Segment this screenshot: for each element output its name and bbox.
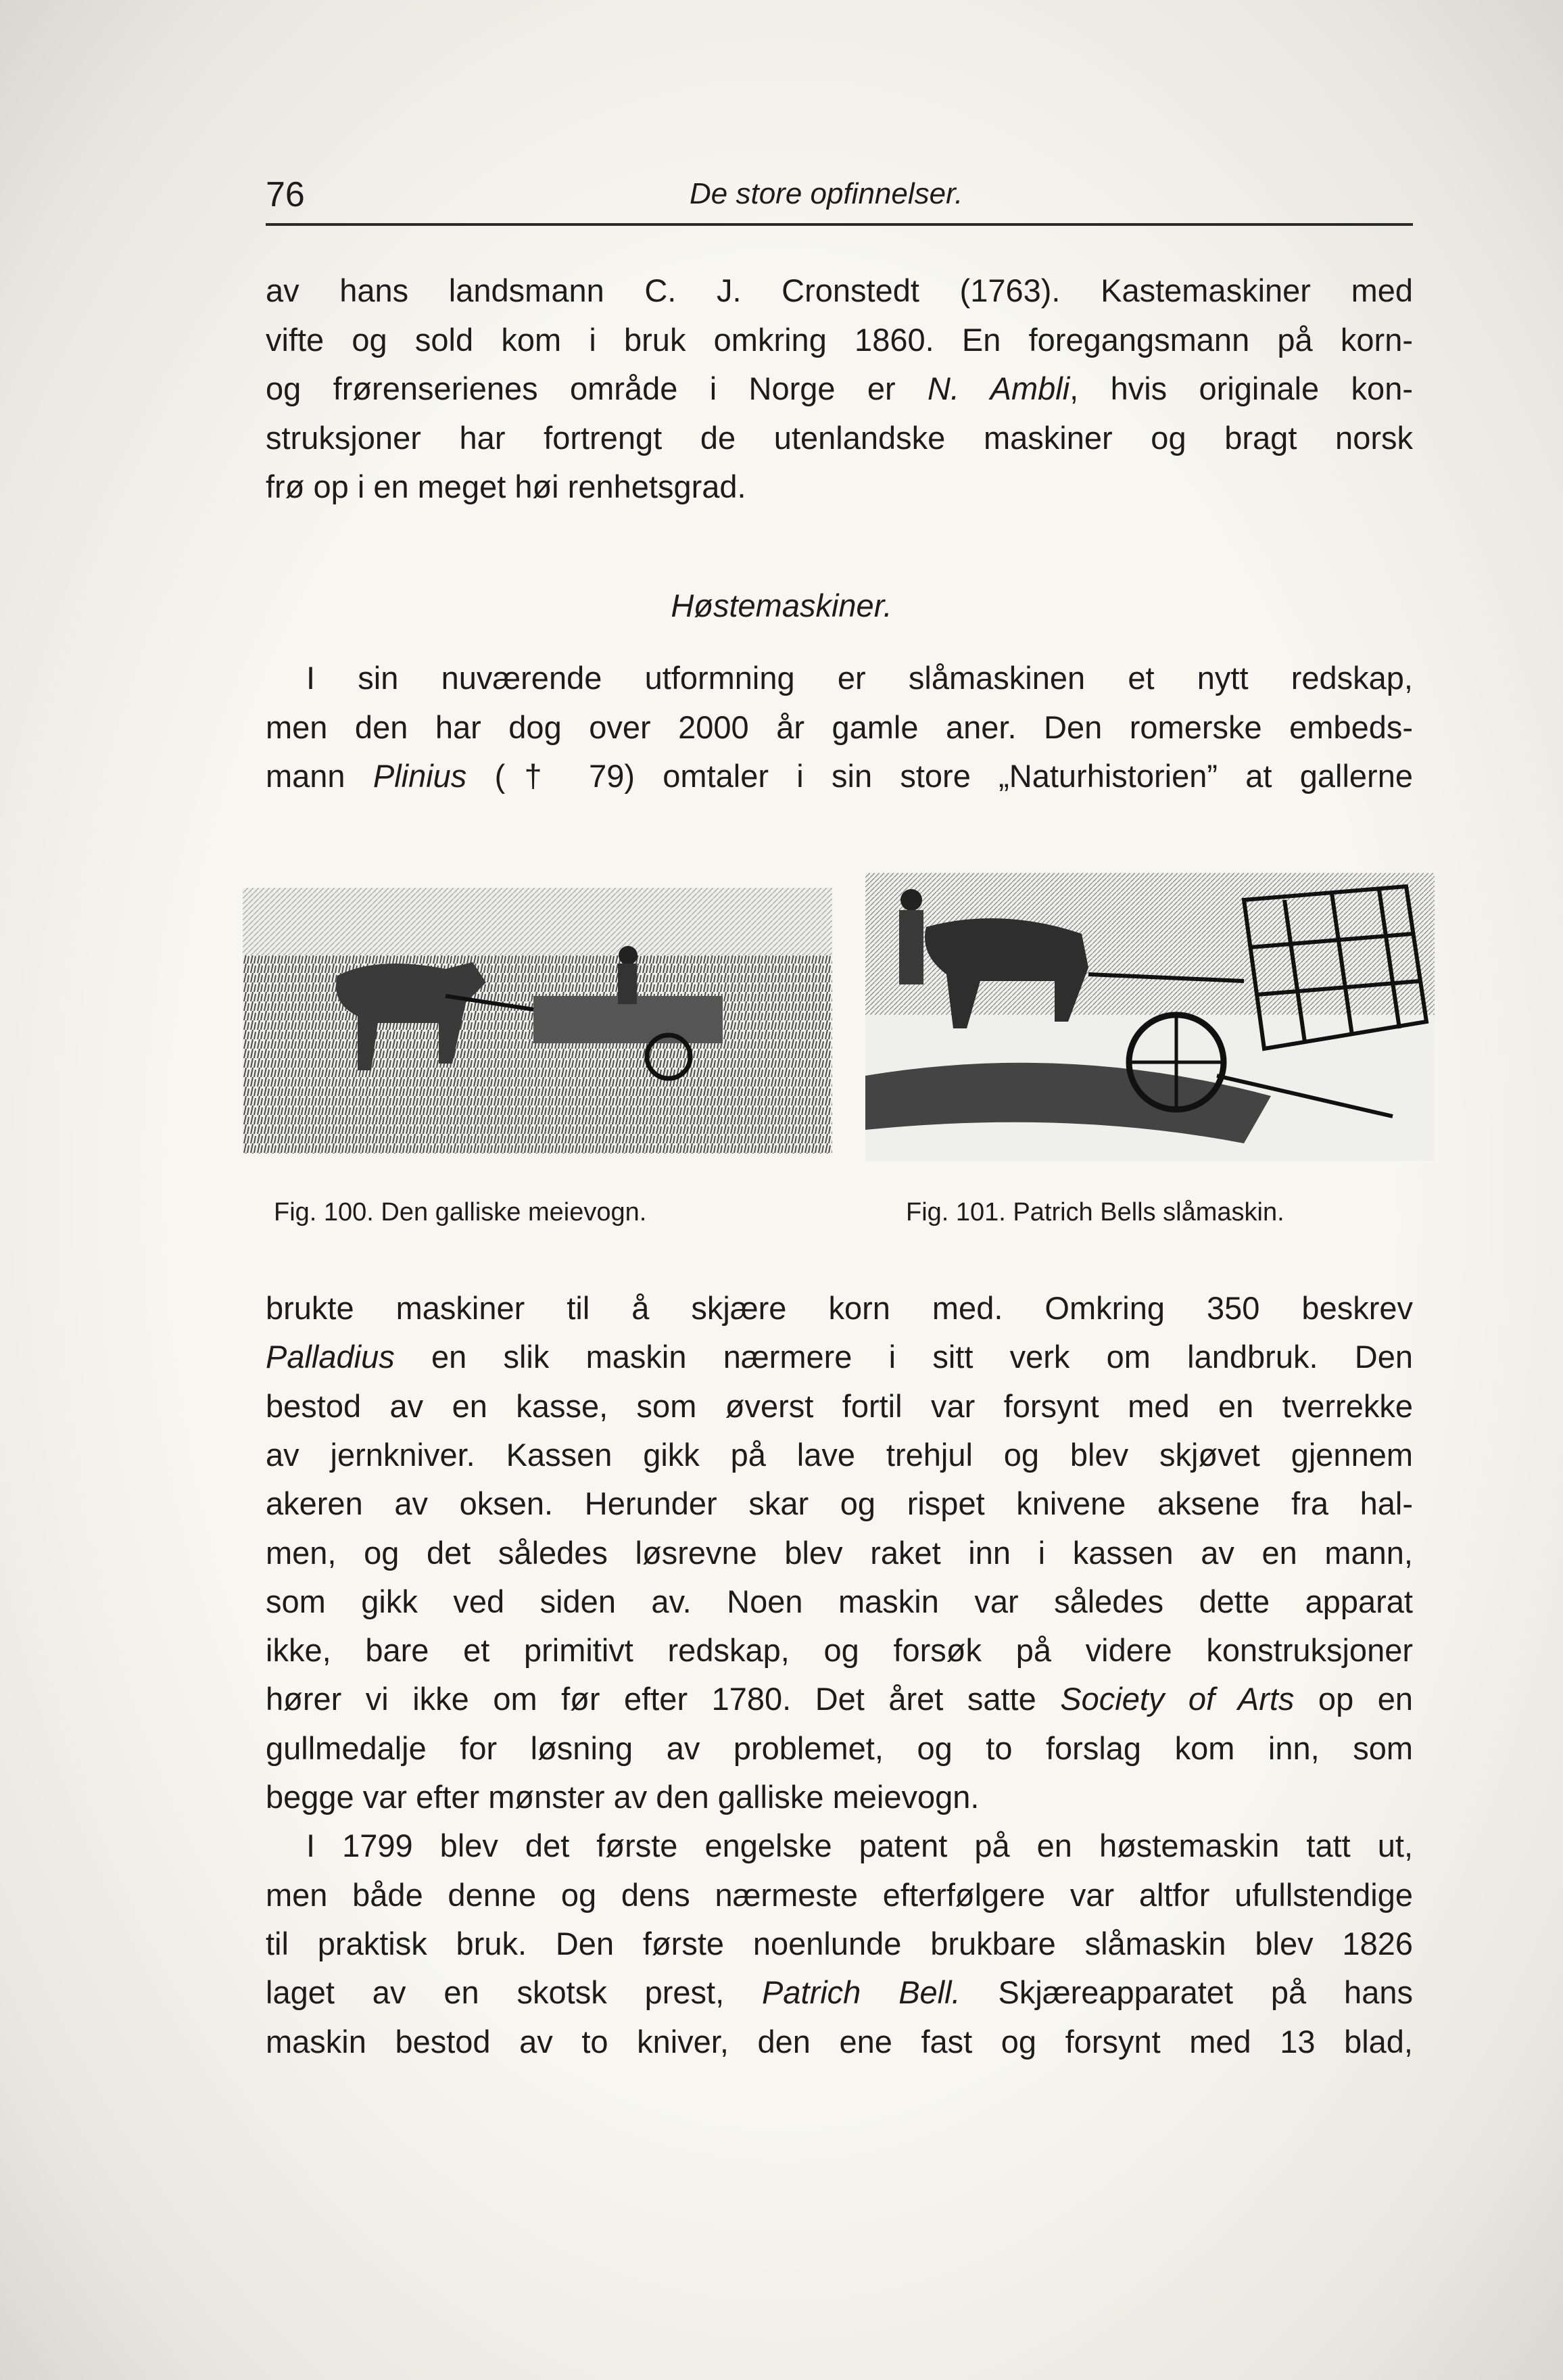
text-run: I 1799 blev det første engelske patent på en høstemaskin tatt ut, [306,1828,1413,1864]
text-line [266,1630,1413,1671]
text-line [266,707,1413,748]
text-run: og frørenserienes område i Norge er [266,371,928,406]
text-run: bestod av en kasse, som øverst fortil var forsynt med en tverrekke [266,1387,1413,1424]
text-line [266,320,1413,360]
text-run: mann [266,758,373,794]
text-run: men, og det således løsrevne blev raket inn i kassen av en mann, [266,1534,1413,1571]
text-run: gullmedalje for løsning av problemet, og to forslag kom inn, som [266,1730,1413,1766]
text-run: til praktisk bruk. Den første noenlunde brukbare slåmaskin blev 1826 [266,1925,1413,1961]
text-run: av hans landsmann C. J. Cronstedt (1763). Kastemaskiner med [266,272,1413,308]
italic-text: Palladius [266,1339,395,1375]
text-run: av jernkniver. Kassen gikk på lave trehjul og blev skjøvet gjennem [266,1436,1413,1473]
text-run: begge var efter mønster av den galliske meievogn. [266,1779,980,1815]
running-title: De store opfinnelser. [690,177,963,210]
text-run: laget av en skotsk prest, [266,1974,763,2011]
text-run: I sin nuværende utformning er slåmaskinen et nytt redskap, [306,660,1413,696]
text-run: op en [1294,1681,1413,1717]
text-line [266,270,1413,311]
italic-text: Patrich Bell. [762,1974,961,2011]
figure-101-caption: Fig. 101. Patrich Bells slåmaskin. [906,1198,1284,1227]
header-rule [266,223,1413,226]
text-run: maskin bestod av to kniver, den ene fast og forsynt med 13 blad, [266,2023,1413,2060]
italic-text: Plinius [372,758,467,794]
text-line [266,1924,1413,1964]
text-line [266,418,1413,458]
text-run: brukte maskiner til å skjære korn med. Omkring 350 beskrev [266,1290,1413,1326]
text-line [266,1386,1413,1427]
text-run: ikke, bare et primitivt redskap, og forsøk på videre konstruksjoner [266,1632,1413,1669]
text-line [266,1679,1413,1719]
text-run: akeren av oksen. Herunder skar og rispet knivene aksene fra hal- [266,1485,1413,1522]
text-line [266,658,1413,698]
figure-101-illustration [865,873,1435,1161]
text-line [266,1533,1413,1573]
text-line [266,1288,1413,1329]
text-line [266,1826,1413,1866]
text-run: en slik maskin nærmere i sitt verk om landbruk. Den [394,1339,1413,1375]
text-line [266,1337,1413,1377]
text-run: , hvis originale kon- [1069,371,1413,406]
figure-100-illustration [243,888,832,1153]
italic-text: N. Ambli [928,371,1070,406]
section-heading: Høstemaskiner. [671,588,892,623]
text-run: hører vi ikke om før efter 1780. Det året satte [266,1681,1061,1717]
text-line [266,467,1413,507]
text-line [266,1581,1413,1622]
text-line [266,2022,1413,2062]
text-line [266,1483,1413,1524]
text-run: vifte og sold kom i bruk omkring 1860. En foregangsmann på korn- [266,321,1413,358]
text-run: Skjæreapparatet på hans [960,1974,1413,2011]
text-run: men både denne og dens nærmeste efterfølgere var altfor ufullstendige [266,1876,1413,1913]
text-line [266,368,1413,409]
text-run: struksjoner har fortrengt de utenlandske maskiner og bragt norsk [266,419,1413,456]
text-run: men den har dog over 2000 år gamle aner. Den romerske embeds- [266,709,1413,745]
text-run: som gikk ved siden av. Noen maskin var således dette apparat [266,1583,1413,1619]
text-line [266,1728,1413,1769]
text-run: frø op i en meget høi renhetsgrad. [266,469,746,504]
text-line [266,1435,1413,1475]
text-run: († 79) omtaler i sin store „Naturhistorien” at gallerne [466,758,1413,794]
text-line [266,1875,1413,1915]
page-number: 76 [266,175,305,214]
text-line [266,1777,1413,1817]
figure-100-caption: Fig. 100. Den galliske meievogn. [274,1198,647,1227]
italic-text: Society of Arts [1060,1681,1295,1717]
text-line [266,1972,1413,2013]
text-line [266,756,1413,796]
